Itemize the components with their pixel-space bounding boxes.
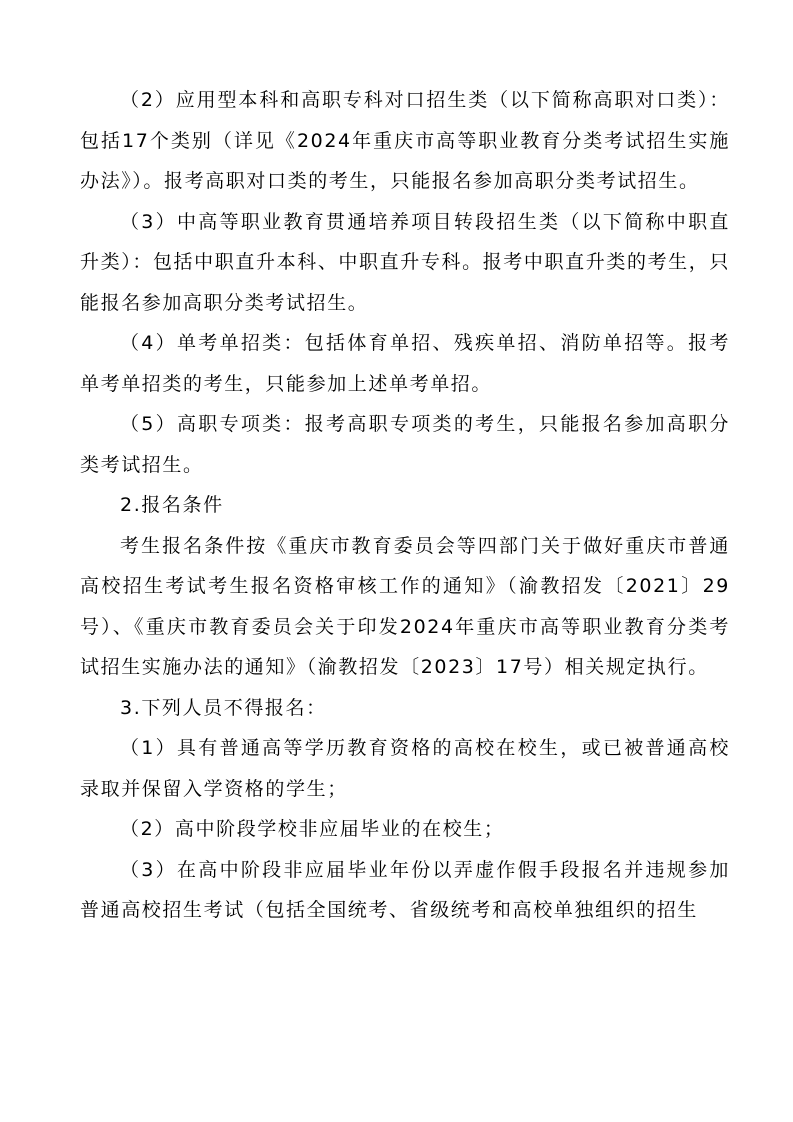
- paragraph-ineligible-item-2: （2）高中阶段学校非应届毕业的在校生；: [120, 818, 505, 840]
- paragraph-vocational-category: （2）应用型本科和高职专科对口招生类（以下简称高职对口类）：包括17个类别（详见《2024年重庆市高等职业教育分类考试招生实施办法》）。报考高职对口类的考生，只能报名参加高职分类考试招生。: [80, 89, 730, 192]
- document-body: [80, 80, 730, 931]
- section-heading-registration-conditions: 2.报名条件: [120, 494, 224, 516]
- paragraph-ineligible-item-1: （1）具有普通高等学历教育资格的高校在校生，或已被普通高校录取并保留入学资格的学生；: [80, 737, 730, 800]
- paragraph-registration-conditions: 考生报名条件按《重庆市教育委员会等四部门关于做好重庆市普通高校招生考试考生报名资格审核工作的通知》（渝教招发〔2021〕29号）、《重庆市教育委员会关于印发2024年重庆市高等职业教育分类考试招生实施办法的通知》（渝教招发〔2023〕17号）相关规定执行。: [80, 534, 730, 678]
- paragraph-ineligible-item-3: （3）在高中阶段非应届毕业年份以弄虚作假手段报名并违规参加普通高校招生考试（包括全国统考、省级统考和高校单独组织的招生: [80, 858, 730, 921]
- paragraph-direct-promotion-category: （3）中高等职业教育贯通培养项目转段招生类（以下简称中职直升类）：包括中职直升本科、中职直升专科。报考中职直升类的考生，只能报名参加高职分类考试招生。: [80, 210, 730, 314]
- section-heading-ineligible-persons: 3.下列人员不得报名：: [120, 696, 327, 719]
- paragraph-special-category: （5）高职专项类：报考高职专项类的考生，只能报名参加高职分类考试招生。: [80, 413, 730, 476]
- paragraph-single-exam-category: （4）单考单招类：包括体育单招、残疾单招、消防单招等。报考单考单招类的考生，只能参加上述单考单招。: [80, 332, 730, 395]
